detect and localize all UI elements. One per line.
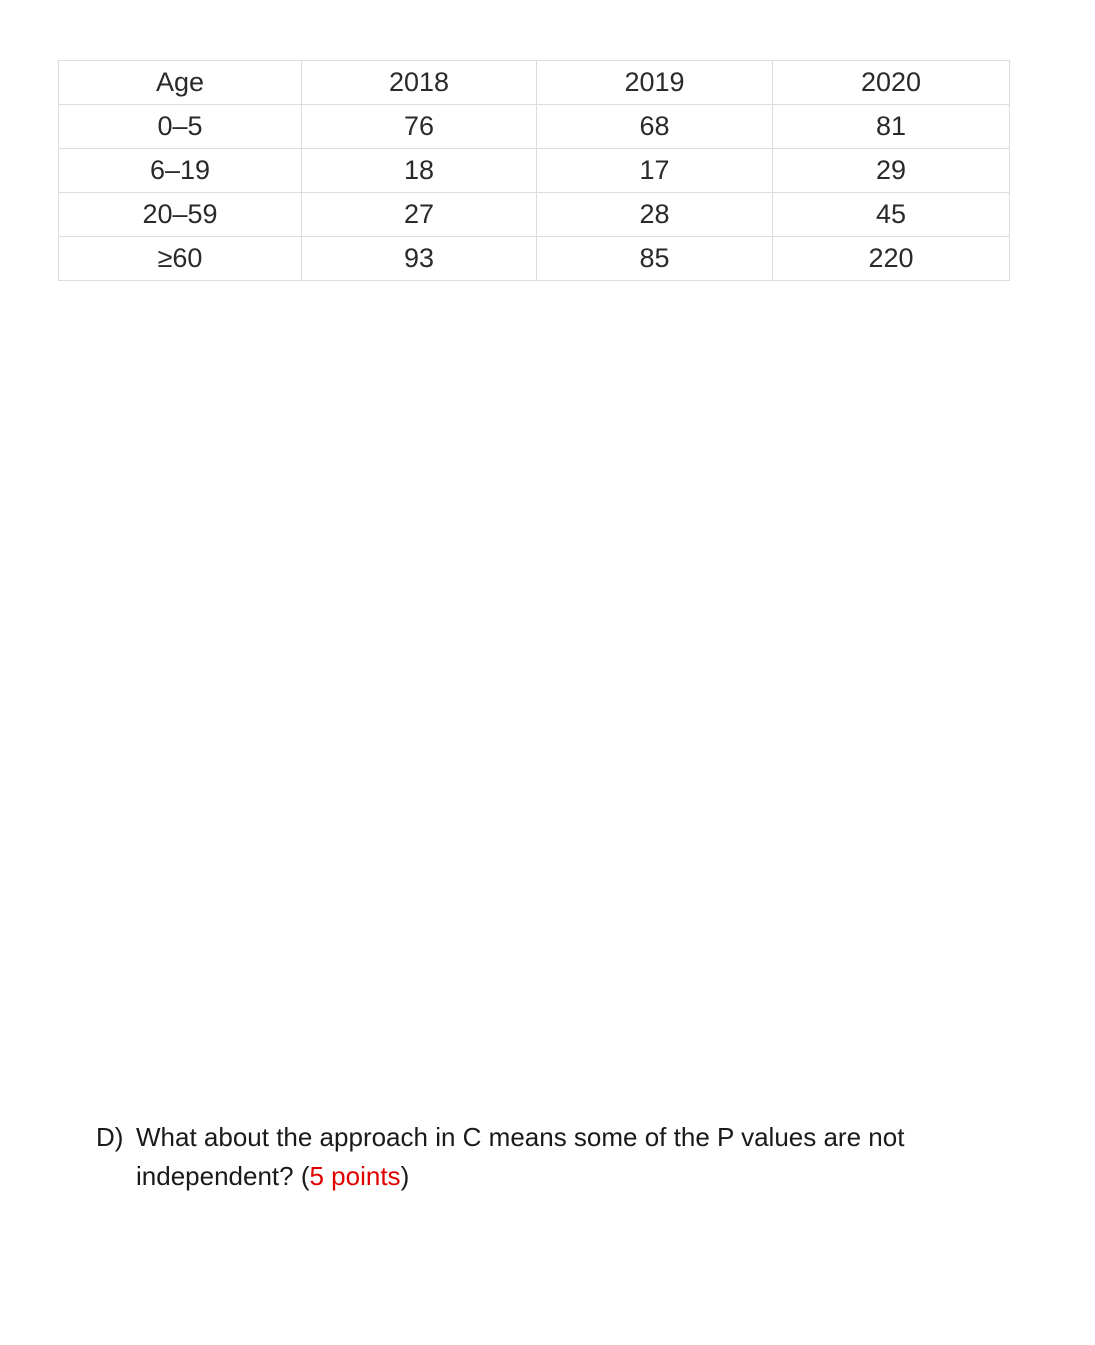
header-2020: 2020 [773, 61, 1010, 105]
table-cell: ≥60 [59, 237, 302, 281]
header-2019: 2019 [537, 61, 773, 105]
question-line-2 [96, 1157, 996, 1196]
table-cell: 220 [773, 237, 1010, 281]
question-label: D) [96, 1122, 124, 1152]
question-text-line-2: independent? ( [136, 1161, 310, 1191]
question-d [96, 1118, 996, 1196]
table-cell: 27 [302, 193, 537, 237]
table-row [59, 105, 1010, 149]
table-cell: 93 [302, 237, 537, 281]
question-text-line-2-end: ) [400, 1161, 410, 1191]
table-cell: 18 [302, 149, 537, 193]
age-year-table [58, 60, 1010, 281]
table-cell: 29 [773, 149, 1010, 193]
table-cell: 28 [537, 193, 773, 237]
table-cell: 45 [773, 193, 1010, 237]
header-age: Age [59, 61, 302, 105]
table-cell: 85 [537, 237, 773, 281]
table-cell: 0–5 [59, 105, 302, 149]
table-cell: 76 [302, 105, 537, 149]
table-cell: 81 [773, 105, 1010, 149]
table-cell: 68 [537, 105, 773, 149]
question-line-1 [96, 1118, 996, 1157]
table-row [59, 237, 1010, 281]
points-value: 5 points [309, 1161, 401, 1191]
table-header-row [59, 61, 1010, 105]
table-row [59, 149, 1010, 193]
table-cell: 17 [537, 149, 773, 193]
table-cell: 6–19 [59, 149, 302, 193]
table-cell: 20–59 [59, 193, 302, 237]
table-row [59, 193, 1010, 237]
header-2018: 2018 [302, 61, 537, 105]
question-text-line-1: What about the approach in C means some of the P values are not [136, 1122, 905, 1152]
